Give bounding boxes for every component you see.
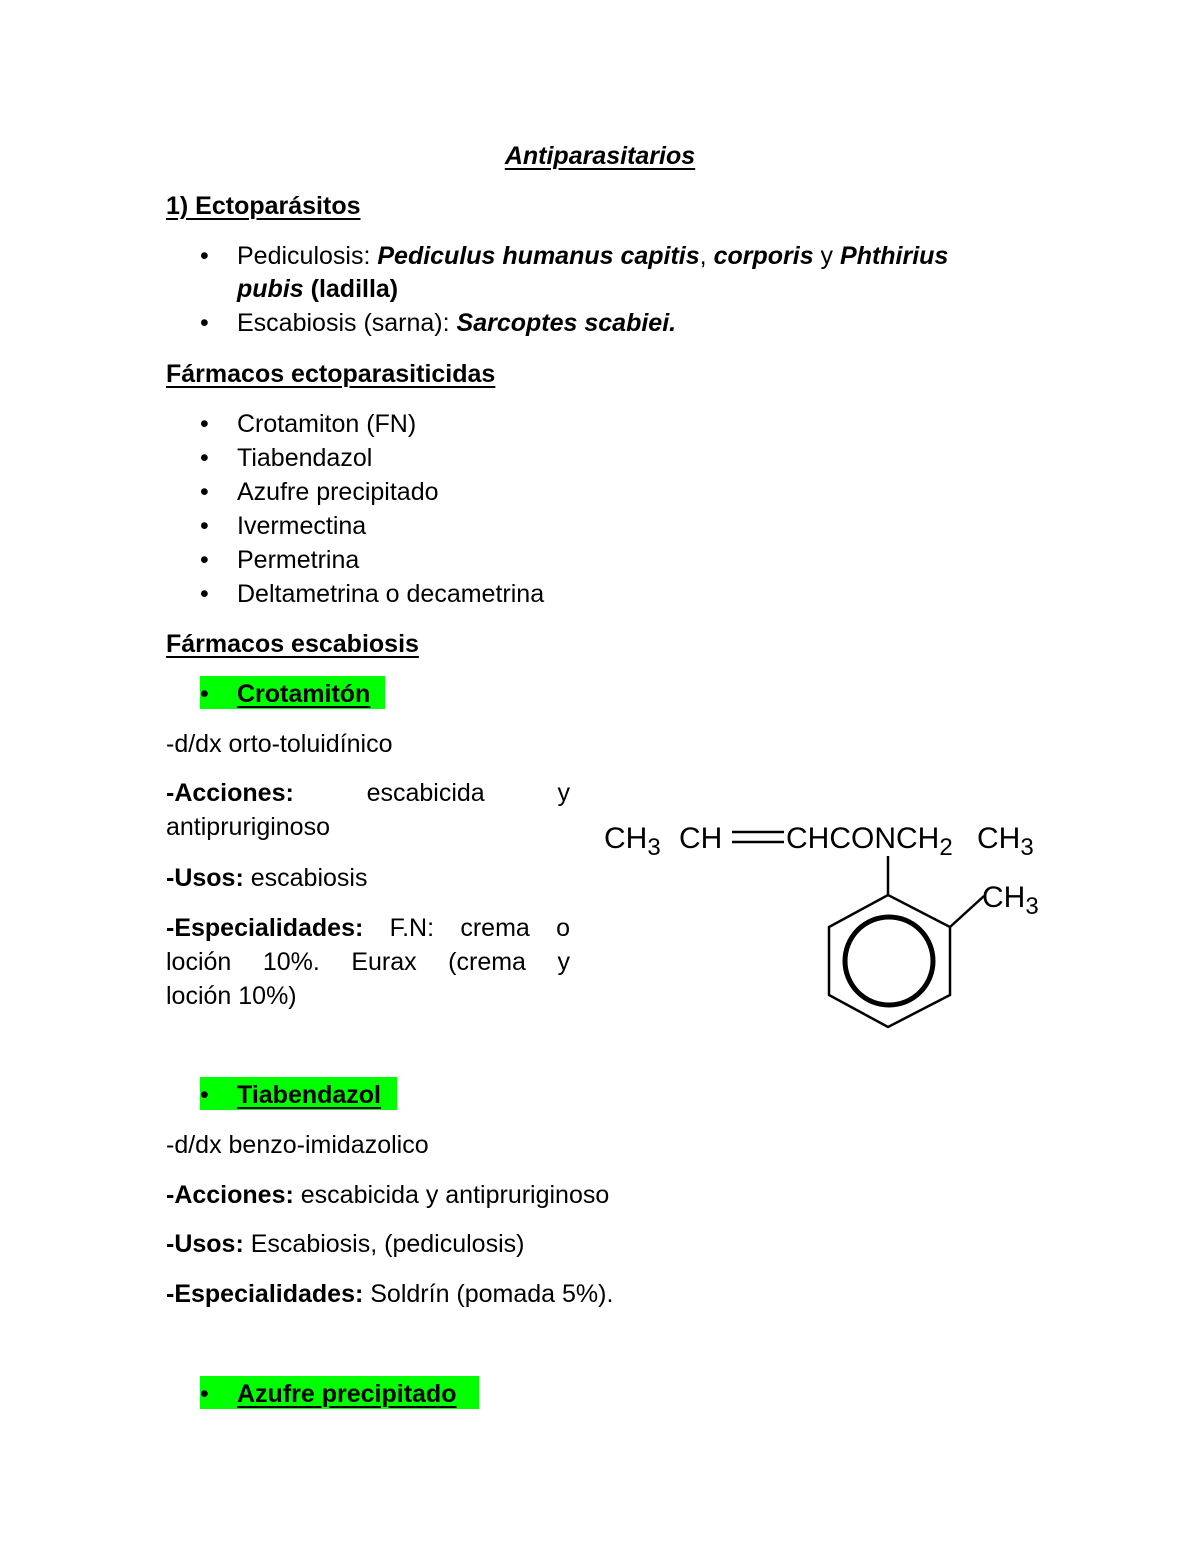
- bullet: •: [200, 410, 209, 438]
- drug-acciones: -Acciones: escabicida y: [166, 779, 570, 807]
- drug-name-azufre: Azufre precipitado: [237, 1380, 457, 1408]
- drug-name-crotamiton: Crotamitón: [237, 680, 371, 708]
- bullet: •: [200, 1380, 209, 1408]
- list-item-drug: Permetrina: [237, 546, 360, 574]
- drug-especialidades-cont: loción 10%. Eurax (crema y: [166, 948, 570, 976]
- drug-especialidades: -Especialidades: Soldrín (pomada 5%).: [166, 1280, 614, 1308]
- methyl-bond: [950, 896, 984, 927]
- list-item-pediculosis-cont: pubis (ladilla): [237, 275, 399, 303]
- struct-label-ch3-c: $CH_3$: [982, 881, 1039, 920]
- drug-usos: -Usos: Escabiosis, (pediculosis): [166, 1230, 525, 1258]
- bullet: •: [200, 478, 209, 506]
- list-item-pediculosis: Pediculosis: Pediculus humanus capitis, corporis y Phthirius: [237, 242, 949, 270]
- bullet: •: [200, 1081, 209, 1109]
- bullet: •: [200, 512, 209, 540]
- list-item-drug: Azufre precipitado: [237, 478, 439, 506]
- drug-derivative: -d/dx benzo-imidazolico: [166, 1131, 429, 1159]
- list-item-drug: Ivermectina: [237, 512, 367, 540]
- struct-label-chconch2: $CHCONCH_2$: [786, 822, 953, 861]
- list-item-drug: Deltametrina o decametrina: [237, 580, 545, 608]
- bullet: •: [200, 580, 209, 608]
- struct-label-ch3-b: $CH_3$: [977, 822, 1034, 861]
- bullet: •: [200, 444, 209, 472]
- bullet: •: [200, 309, 209, 337]
- drug-name-tiabendazol: Tiabendazol: [237, 1081, 382, 1109]
- list-item-escabiosis: Escabiosis (sarna): Sarcoptes scabiei.: [237, 309, 677, 337]
- list-item-drug: Tiabendazol: [237, 444, 373, 472]
- struct-label-ch3-a: $CH_3$: [604, 822, 661, 861]
- section-heading-ectoparasitos: 1) Ectoparásitos: [166, 192, 361, 220]
- drug-acciones: -Acciones: escabicida y antipruriginoso: [166, 1181, 610, 1209]
- drug-derivative: -d/dx orto-toluidínico: [166, 730, 393, 758]
- crotamiton-structure-diagram: [596, 810, 1056, 1040]
- section-heading-ectoparasiticidas: Fármacos ectoparasiticidas: [166, 360, 496, 388]
- struct-label-ch: CH: [679, 822, 723, 855]
- bullet: •: [200, 546, 209, 574]
- bullet: •: [200, 680, 209, 708]
- drug-usos: -Usos: escabiosis: [166, 864, 368, 892]
- drug-especialidades-cont2: loción 10%): [166, 982, 297, 1010]
- drug-acciones-cont: antipruriginoso: [166, 813, 330, 841]
- section-heading-escabiosis: Fármacos escabiosis: [166, 630, 419, 658]
- page-title: Antiparasitarios: [504, 142, 696, 170]
- bullet: •: [200, 242, 209, 270]
- aromatic-circle: [845, 917, 933, 1005]
- list-item-drug: Crotamiton (FN): [237, 410, 417, 438]
- drug-especialidades: -Especialidades: F.N: crema o: [166, 914, 570, 942]
